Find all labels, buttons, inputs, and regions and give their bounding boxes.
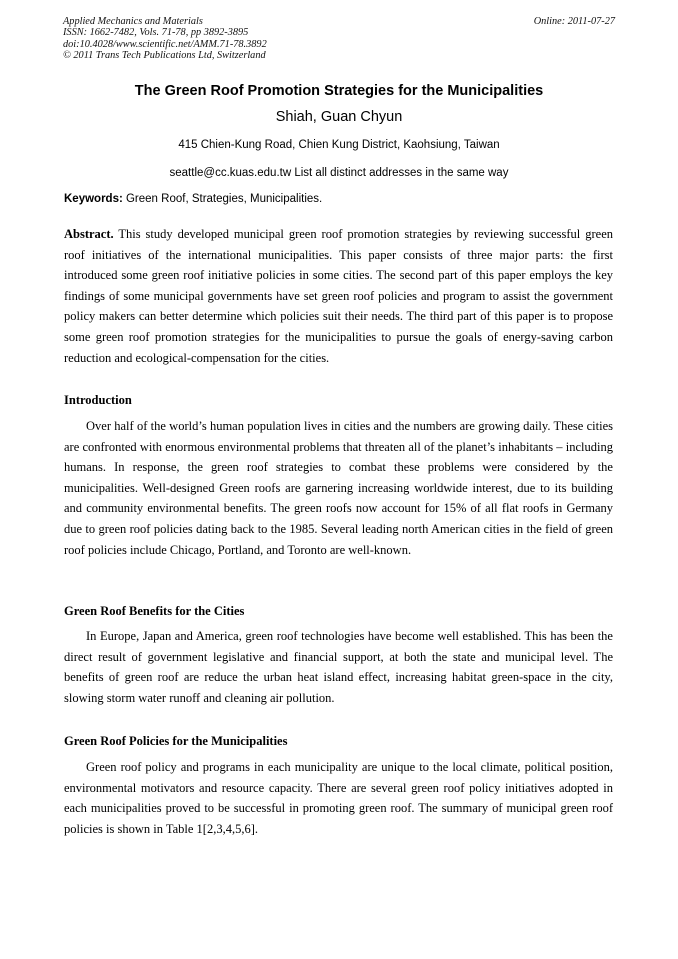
paper-title: The Green Roof Promotion Strategies for the Municipalities [134, 83, 544, 99]
introduction-paragraph: Over half of the world’s human population lives in cities and the numbers are growing daily. These cities are confronted with enormous environmental problems that threaten all of the planet’s inhabitants – including humans. In response, the green roof strategies to combat these problems were considered by the municipalities. Well-designed Green roofs are garnering increasing worldwide interest, due to its building and community environmental benefits. The green roofs now account for 15% of all flat roofs in Germany due to green roof policies dating back to the 1985. Several leading north American cities in the field of green roof policies include Chicago, Portland, and Toronto are well-known. [64, 419, 613, 557]
keywords [64, 192, 322, 206]
publication-meta [63, 16, 267, 61]
doi-line: doi:10.4028/www.scientific.net/AMM.71-78.3892 [63, 38, 267, 50]
keywords-text: Green Roof, Strategies, Municipalities. [122, 193, 323, 205]
keywords-label: Keywords: [64, 193, 123, 205]
benefits-paragraph: In Europe, Japan and America, green roof technologies have become well established. This has been the direct result of government legislative and financial support, at both the state and municipal level. The benefits of green roof are reduce the urban heat island effect, increasing habitat green-space in the city, slowing storm water runoff and cleaning air pollution. [64, 629, 613, 705]
policies-paragraph: Green roof policy and programs in each municipality are unique to the local climate, political position, environmental motivators and resource capacity. There are several green roof policy initiatives adopted in each municipalities proved to be successful in promoting green roof. The summary of municipal green roof policies is shown in Table 1[2,3,4,5,6]. [64, 760, 613, 836]
abstract-text: This study developed municipal green roof promotion strategies by reviewing successful green roof initiatives of the international municipalities. This paper consists of three major parts: the first introduced some green roof initiative policies in some cities. The second part of this paper employs the key findings of some municipal governments have set green roof policies and program to assist the government policy makers can better determine which policies suit their needs. The third part of this paper is to propose some green roof promotion strategies for the municipalities to pursue the goals of energy-saving carbon reduction and ecological-compensation for the cities. [64, 227, 613, 365]
abstract [64, 224, 613, 368]
author-email: seattle@cc.kuas.edu.tw List all distinct addresses in the same way [169, 167, 509, 179]
section-heading-benefits: Green Roof Benefits for the Cities [64, 604, 245, 618]
journal-name: Applied Mechanics and Materials [63, 16, 203, 27]
copyright-line: © 2011 Trans Tech Publications Ltd, Switzerland [63, 49, 266, 61]
author-name: Shiah, Guan Chyun [275, 109, 403, 125]
abstract-label: Abstract. [64, 227, 114, 241]
author-address: 415 Chien-Kung Road, Chien Kung District, Kaohsiung, Taiwan [178, 139, 500, 151]
online-date: Online: 2011-07-27 [533, 16, 615, 27]
section-heading-introduction: Introduction [64, 393, 132, 407]
section-heading-policies: Green Roof Policies for the Municipalities [64, 734, 288, 748]
issn-line: ISSN: 1662-7482, Vols. 71-78, pp 3892-3895 [63, 27, 249, 39]
